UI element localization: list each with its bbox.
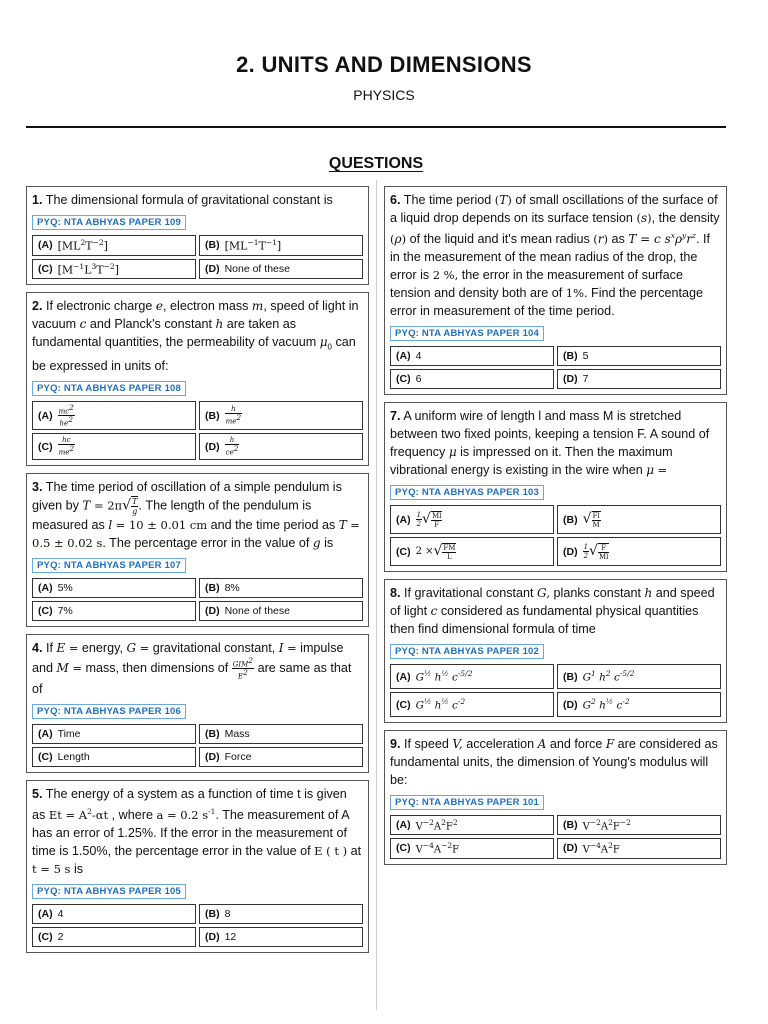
left-column xyxy=(26,186,369,960)
option-a[interactable]: (A) Time xyxy=(32,724,196,744)
pyq-badge: PYQ: NTA ABHYAS PAPER 107 xyxy=(32,558,186,573)
question-text: 6. The time period (T) of small oscillations of the surface of a liquid drop depends on its surface tension (s), the density (ρ) of the liquid and it's mean radius (r) as T = c $s^x\rho^yr^z$. If in the measurement of the mean radius of the drop, the error is 2 %, the error in the measurement of surface tension and density both are of 1%. Find the percentage error in measurement of the time period. xyxy=(390,193,720,318)
option-c[interactable]: (C) 6 xyxy=(390,369,554,389)
pyq-badge: PYQ: NTA ABHYAS PAPER 104 xyxy=(390,326,544,341)
option-b[interactable]: (B) $\frac{h}{me^2}$ xyxy=(199,401,363,431)
question-card-2 xyxy=(26,292,369,466)
option-b[interactable]: (B) 5 xyxy=(557,346,721,366)
option-c[interactable]: (C) $\frac{hc}{me^2}$ xyxy=(32,433,196,459)
options-grid xyxy=(390,346,721,389)
option-d[interactable]: (D) None of these xyxy=(199,601,363,621)
pyq-badge: PYQ: NTA ABHYAS PAPER 101 xyxy=(390,795,544,810)
right-column xyxy=(384,186,727,872)
question-text: 4. If E = energy, G = gravitational constant, I = impulse and M = mass, then dimensions of $\frac{GIM^2}{E^2}$ are same as that of xyxy=(32,640,352,697)
question-text: 2. If electronic charge e, electron mass m, speed of light in vacuum c and Planck's constant h are taken as fundamental quantities, the permeability of vacuum $\mu_0$ can be expressed in units of: xyxy=(32,299,359,373)
question-card-9 xyxy=(384,730,727,865)
option-c[interactable]: (C) 2 xyxy=(32,927,196,947)
option-a[interactable]: (A) $\frac{1}{2}$ √ $\frac{Ml}{F}$ xyxy=(390,505,554,534)
option-b[interactable]: (B) $G^1$ $h^2$ $c^{-5/2}$ xyxy=(557,664,721,689)
option-b[interactable]: (B) 8% xyxy=(199,578,363,598)
option-d[interactable]: (D) $\frac{1}{2}$ √ $\frac{F}{Ml}$ xyxy=(557,537,721,566)
options-grid xyxy=(32,235,363,279)
option-d[interactable]: (D) None of these xyxy=(199,259,363,280)
option-a[interactable]: (A) $V^{-2}A^2F^2$ xyxy=(390,815,554,835)
pyq-badge: PYQ: NTA ABHYAS PAPER 108 xyxy=(32,381,186,396)
page-title: 2. UNITS AND DIMENSIONS xyxy=(236,52,532,77)
section-heading: QUESTIONS xyxy=(328,155,424,172)
question-text: 9. If speed V, acceleration A and force F are considered as fundamental units, the dimension of Young's modulus will be: xyxy=(390,737,718,787)
option-d[interactable]: (D) $G^2$ $h^{\frac{1}{2}}$ $c^{-2}$ xyxy=(557,692,721,717)
option-a[interactable]: (A) 5% xyxy=(32,578,196,598)
question-card-8 xyxy=(384,579,727,723)
options-grid xyxy=(390,505,721,566)
option-c[interactable]: (C) 7% xyxy=(32,601,196,621)
column-divider xyxy=(376,180,377,1010)
option-d[interactable]: (D) $V^{-4}A^2F$ xyxy=(557,838,721,858)
option-a[interactable]: (A) $[ML^2T^{-2}]$ xyxy=(32,235,196,256)
option-a[interactable]: (A) 4 xyxy=(32,904,196,924)
question-text: 5. The energy of a system as a function of time t is given as $Et = A^2-\alpha t$ , where a = 0.2 $s^{-1}$. The measurement of A has an error of 1.25%. If the error in the measurement of time is 1.50%, the percentage error in the value of E ( t ) at t = 5 s is xyxy=(32,787,362,877)
option-d[interactable]: (D) Force xyxy=(199,747,363,767)
option-d[interactable]: (D) 12 xyxy=(199,927,363,947)
pyq-badge: PYQ: NTA ABHYAS PAPER 105 xyxy=(32,884,186,899)
option-a[interactable]: (A) $G^{\frac{1}{2}}$ $h^{\frac{1}{2}}$ $c^{-5/2}$ xyxy=(390,664,554,689)
question-text xyxy=(32,191,363,209)
option-a[interactable]: (A) 4 xyxy=(390,346,554,366)
option-b[interactable]: (B) √ $\frac{Fl}{M}$ xyxy=(557,505,721,534)
options-grid xyxy=(390,815,721,859)
option-b[interactable]: (B) $[ML^{-1}T^{-1}]$ xyxy=(199,235,363,256)
pyq-badge: PYQ: NTA ABHYAS PAPER 103 xyxy=(390,485,544,500)
options-grid xyxy=(32,401,363,460)
options-grid xyxy=(32,724,363,767)
option-d[interactable]: (D) $\frac{h}{ce^2}$ xyxy=(199,433,363,459)
pyq-badge: PYQ: NTA ABHYAS PAPER 109 xyxy=(32,215,186,230)
question-card-6 xyxy=(384,186,727,395)
option-d[interactable]: (D) 7 xyxy=(557,369,721,389)
option-b[interactable]: (B) 8 xyxy=(199,904,363,924)
subject-label: PHYSICS xyxy=(353,87,415,103)
question-card-5 xyxy=(26,780,369,953)
pyq-badge: PYQ: NTA ABHYAS PAPER 106 xyxy=(32,704,186,719)
options-grid xyxy=(32,578,363,621)
option-b[interactable]: (B) Mass xyxy=(199,724,363,744)
options-grid xyxy=(32,904,363,947)
options-grid xyxy=(390,664,721,717)
option-c[interactable]: (C) $V^{-4}A^{-2}F$ xyxy=(390,838,554,858)
header-divider xyxy=(26,126,726,128)
question-card-4 xyxy=(26,634,369,774)
option-c[interactable]: (C) Length xyxy=(32,747,196,767)
option-c[interactable]: (C) 2 × √ $\frac{FM}{L}$ xyxy=(390,537,554,566)
pyq-badge: PYQ: NTA ABHYAS PAPER 102 xyxy=(390,644,544,659)
option-a[interactable]: (A) $\frac{mc^2}{he^2}$ xyxy=(32,401,196,431)
option-c[interactable]: (C) $G^{\frac{1}{2}}$ $h^{\frac{1}{2}}$ $c^{-2}$ xyxy=(390,692,554,717)
question-text: 3. The time period of oscillation of a simple pendulum is given by T = 2π√ $\frac{T}{g}$ . The length of the pendulum is measured as l = 10 ± 0.01 cm and the time period as T = 0.5 ± 0.02 s. The percentage error in the value of g is xyxy=(32,479,360,550)
question-card-3 xyxy=(26,473,369,627)
question-body: The dimensional formula of gravitational constant is xyxy=(45,193,333,207)
question-text: 7. A uniform wire of length l and mass M is stretched between two fixed points, keeping a tension F. A sound of frequency μ is impressed on it. Then the maximum vibrational energy is existing in the wire when μ = xyxy=(390,409,710,477)
option-b[interactable]: (B) $V^{-2}A^2F^{-2}$ xyxy=(557,815,721,835)
question-text: 8. If gravitational constant G, planks constant h and speed of light c considered as fundamental physical quantities then find dimensional formula of time xyxy=(390,586,715,636)
question-card-7 xyxy=(384,402,727,572)
question-number: 1. xyxy=(32,193,43,207)
option-c[interactable]: (C) $[M^{-1}L^3T^{-2}]$ xyxy=(32,259,196,280)
question-card-1 xyxy=(26,186,369,285)
